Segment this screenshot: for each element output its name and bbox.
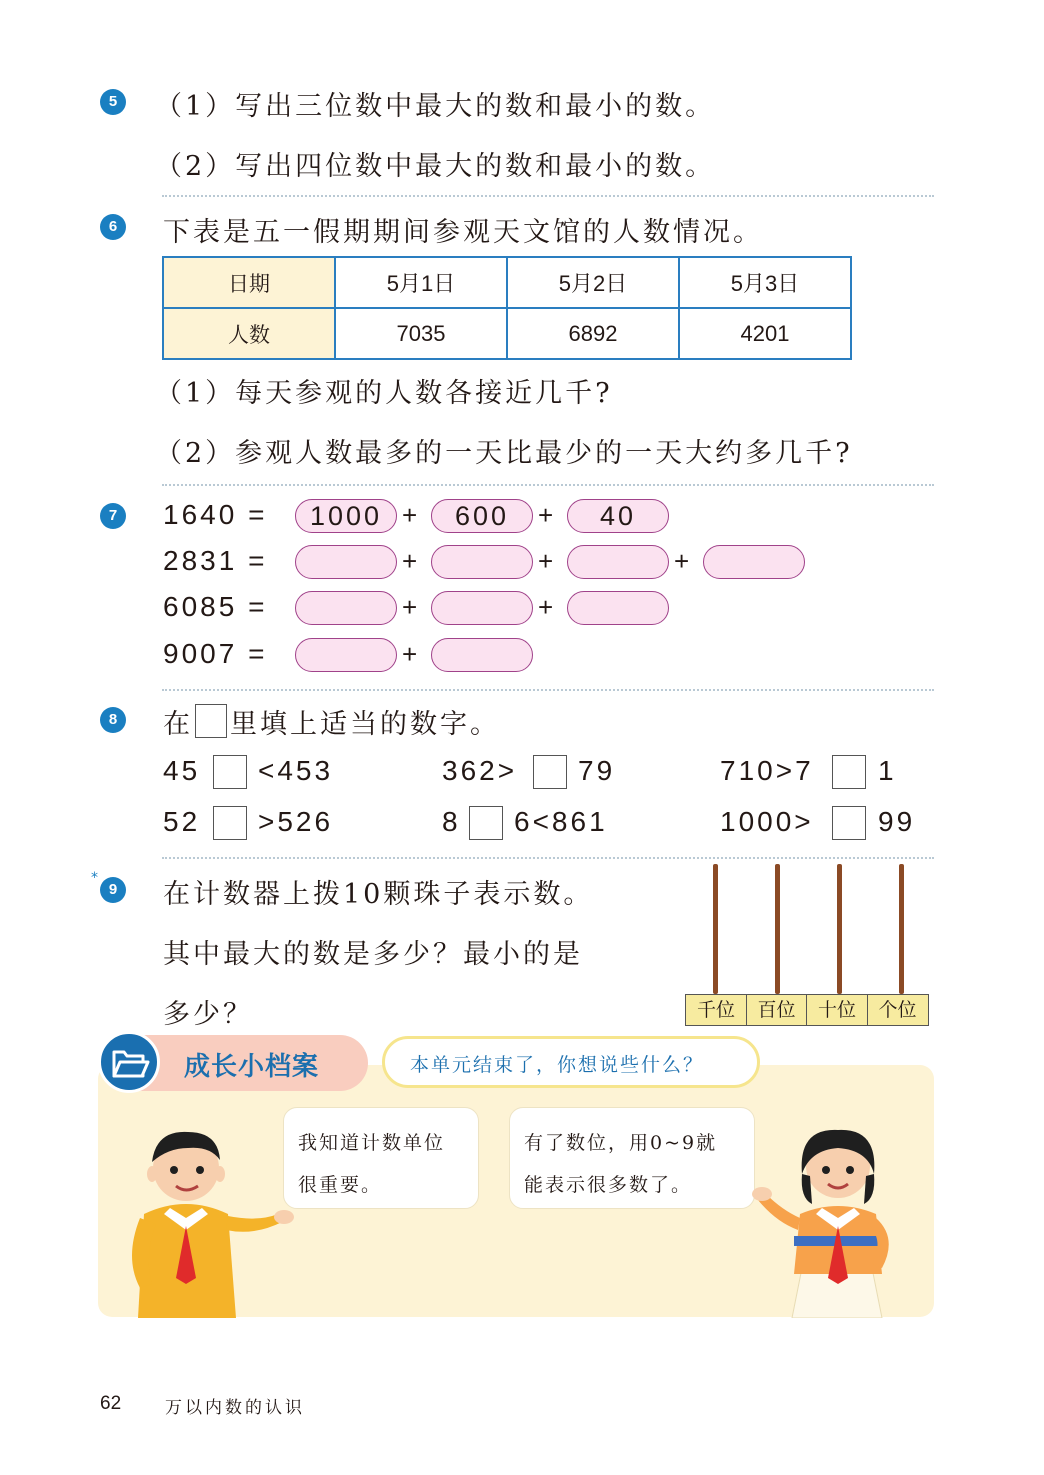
equation-lhs: 9007 = [163, 638, 268, 669]
place-label-hundreds: 百位 [746, 994, 808, 1026]
girl-speech-bubble [509, 1107, 755, 1209]
digit-box-input[interactable] [832, 755, 866, 789]
plus-sign: + [538, 546, 554, 576]
compare-left: 45 [163, 755, 201, 786]
answer-pill: 40 [567, 499, 669, 533]
answer-pill-input[interactable] [431, 591, 533, 625]
boy-illustration [118, 1118, 298, 1318]
question-number-badge: 9 [100, 877, 126, 903]
place-label-ones: 个位 [867, 994, 929, 1026]
compare-right: >526 [258, 806, 334, 837]
q8-intro-end: 里填上适当的数字。 [230, 709, 500, 740]
answer-pill-input[interactable] [567, 545, 669, 579]
abacus-rod [899, 864, 904, 994]
row-header-count: 人数 [163, 308, 335, 359]
answer-pill: 600 [431, 499, 533, 533]
growth-title: 成长小档案 [184, 1052, 320, 1082]
optional-star: * [91, 870, 98, 886]
abacus-base [685, 994, 927, 1026]
page-number: 62 [100, 1393, 122, 1414]
date-cell: 5月3日 [679, 257, 851, 308]
place-label-tens: 十位 [806, 994, 868, 1026]
abacus-rod [837, 864, 842, 994]
boy-speech-line: 很重要。 [298, 1174, 383, 1196]
q6-intro: 下表是五一假期期间参观天文馆的人数情况。 [163, 217, 763, 248]
q6-part2: （2）参观人数最多的一天比最少的一天大约多几千? [155, 438, 853, 469]
answer-pill-input[interactable] [431, 638, 533, 672]
answer-pill-input[interactable] [295, 638, 397, 672]
divider [162, 484, 934, 486]
answer-pill-input[interactable] [567, 591, 669, 625]
abacus-rod [775, 864, 780, 994]
girl-speech-line: 有了数位，用0~9就 [524, 1132, 718, 1154]
answer-pill-input[interactable] [431, 545, 533, 579]
equation-lhs: 1640 = [163, 499, 268, 530]
compare-right: 99 [878, 806, 916, 837]
answer-pill-input[interactable] [295, 591, 397, 625]
plus-sign: + [402, 500, 418, 530]
compare-right: 79 [578, 755, 616, 786]
q9-line1: 在计数器上拨10颗珠子表示数。 [163, 879, 594, 910]
question-number-badge: 6 [100, 214, 126, 240]
count-cell: 7035 [335, 308, 507, 359]
plus-sign: + [402, 639, 418, 669]
divider [162, 857, 934, 859]
row-header-date: 日期 [163, 257, 335, 308]
question-number-badge: 8 [100, 707, 126, 733]
compare-left: 362> [442, 755, 518, 786]
folder-icon [98, 1031, 160, 1093]
q5-part2: （2）写出四位数中最大的数和最小的数。 [155, 151, 716, 182]
plus-sign: + [538, 592, 554, 622]
equation-lhs: 2831 = [163, 545, 268, 576]
answer-pill-input[interactable] [295, 545, 397, 579]
answer-pill-input[interactable] [703, 545, 805, 579]
plus-sign: + [402, 546, 418, 576]
abacus-rod [713, 864, 718, 994]
compare-left: 1000> [720, 806, 814, 837]
compare-left: 710>7 [720, 755, 814, 786]
table-row [163, 257, 851, 308]
equation-lhs: 6085 = [163, 591, 268, 622]
date-cell: 5月1日 [335, 257, 507, 308]
plus-sign: + [538, 500, 554, 530]
count-cell: 6892 [507, 308, 679, 359]
answer-pill: 1000 [295, 499, 397, 533]
q6-part1: （1）每天参观的人数各接近几千? [155, 378, 613, 409]
question-number-badge: 5 [100, 89, 126, 115]
count-cell: 4201 [679, 308, 851, 359]
place-label-thousands: 千位 [685, 994, 747, 1026]
compare-left: 52 [163, 806, 201, 837]
visitor-table [162, 256, 852, 360]
digit-box-input[interactable] [832, 806, 866, 840]
digit-box-input[interactable] [469, 806, 503, 840]
sample-box [195, 704, 227, 738]
compare-right: 6<861 [514, 806, 608, 837]
plus-sign: + [402, 592, 418, 622]
girl-speech-line: 能表示很多数了。 [524, 1174, 693, 1196]
compare-right: 1 [878, 755, 897, 786]
compare-left: 8 [442, 806, 461, 837]
boy-speech-line: 我知道计数单位 [298, 1132, 446, 1154]
table-row [163, 308, 851, 359]
boy-speech-bubble [283, 1107, 479, 1209]
q5-part1: （1）写出三位数中最大的数和最小的数。 [155, 91, 716, 122]
chapter-title: 万以内数的认识 [165, 1398, 305, 1418]
divider [162, 195, 934, 197]
digit-box-input[interactable] [213, 755, 247, 789]
q9-line2: 其中最大的数是多少？最小的是 [163, 939, 583, 970]
q8-intro-start: 在 [163, 709, 193, 740]
compare-right: <453 [258, 755, 334, 786]
digit-box-input[interactable] [213, 806, 247, 840]
question-number-badge: 7 [100, 503, 126, 529]
digit-box-input[interactable] [533, 755, 567, 789]
q9-line3: 多少？ [163, 999, 253, 1030]
date-cell: 5月2日 [507, 257, 679, 308]
divider [162, 689, 934, 691]
plus-sign: + [674, 546, 690, 576]
prompt-text: 本单元结束了，你想说些什么？ [410, 1054, 705, 1076]
girl-illustration [752, 1118, 932, 1318]
